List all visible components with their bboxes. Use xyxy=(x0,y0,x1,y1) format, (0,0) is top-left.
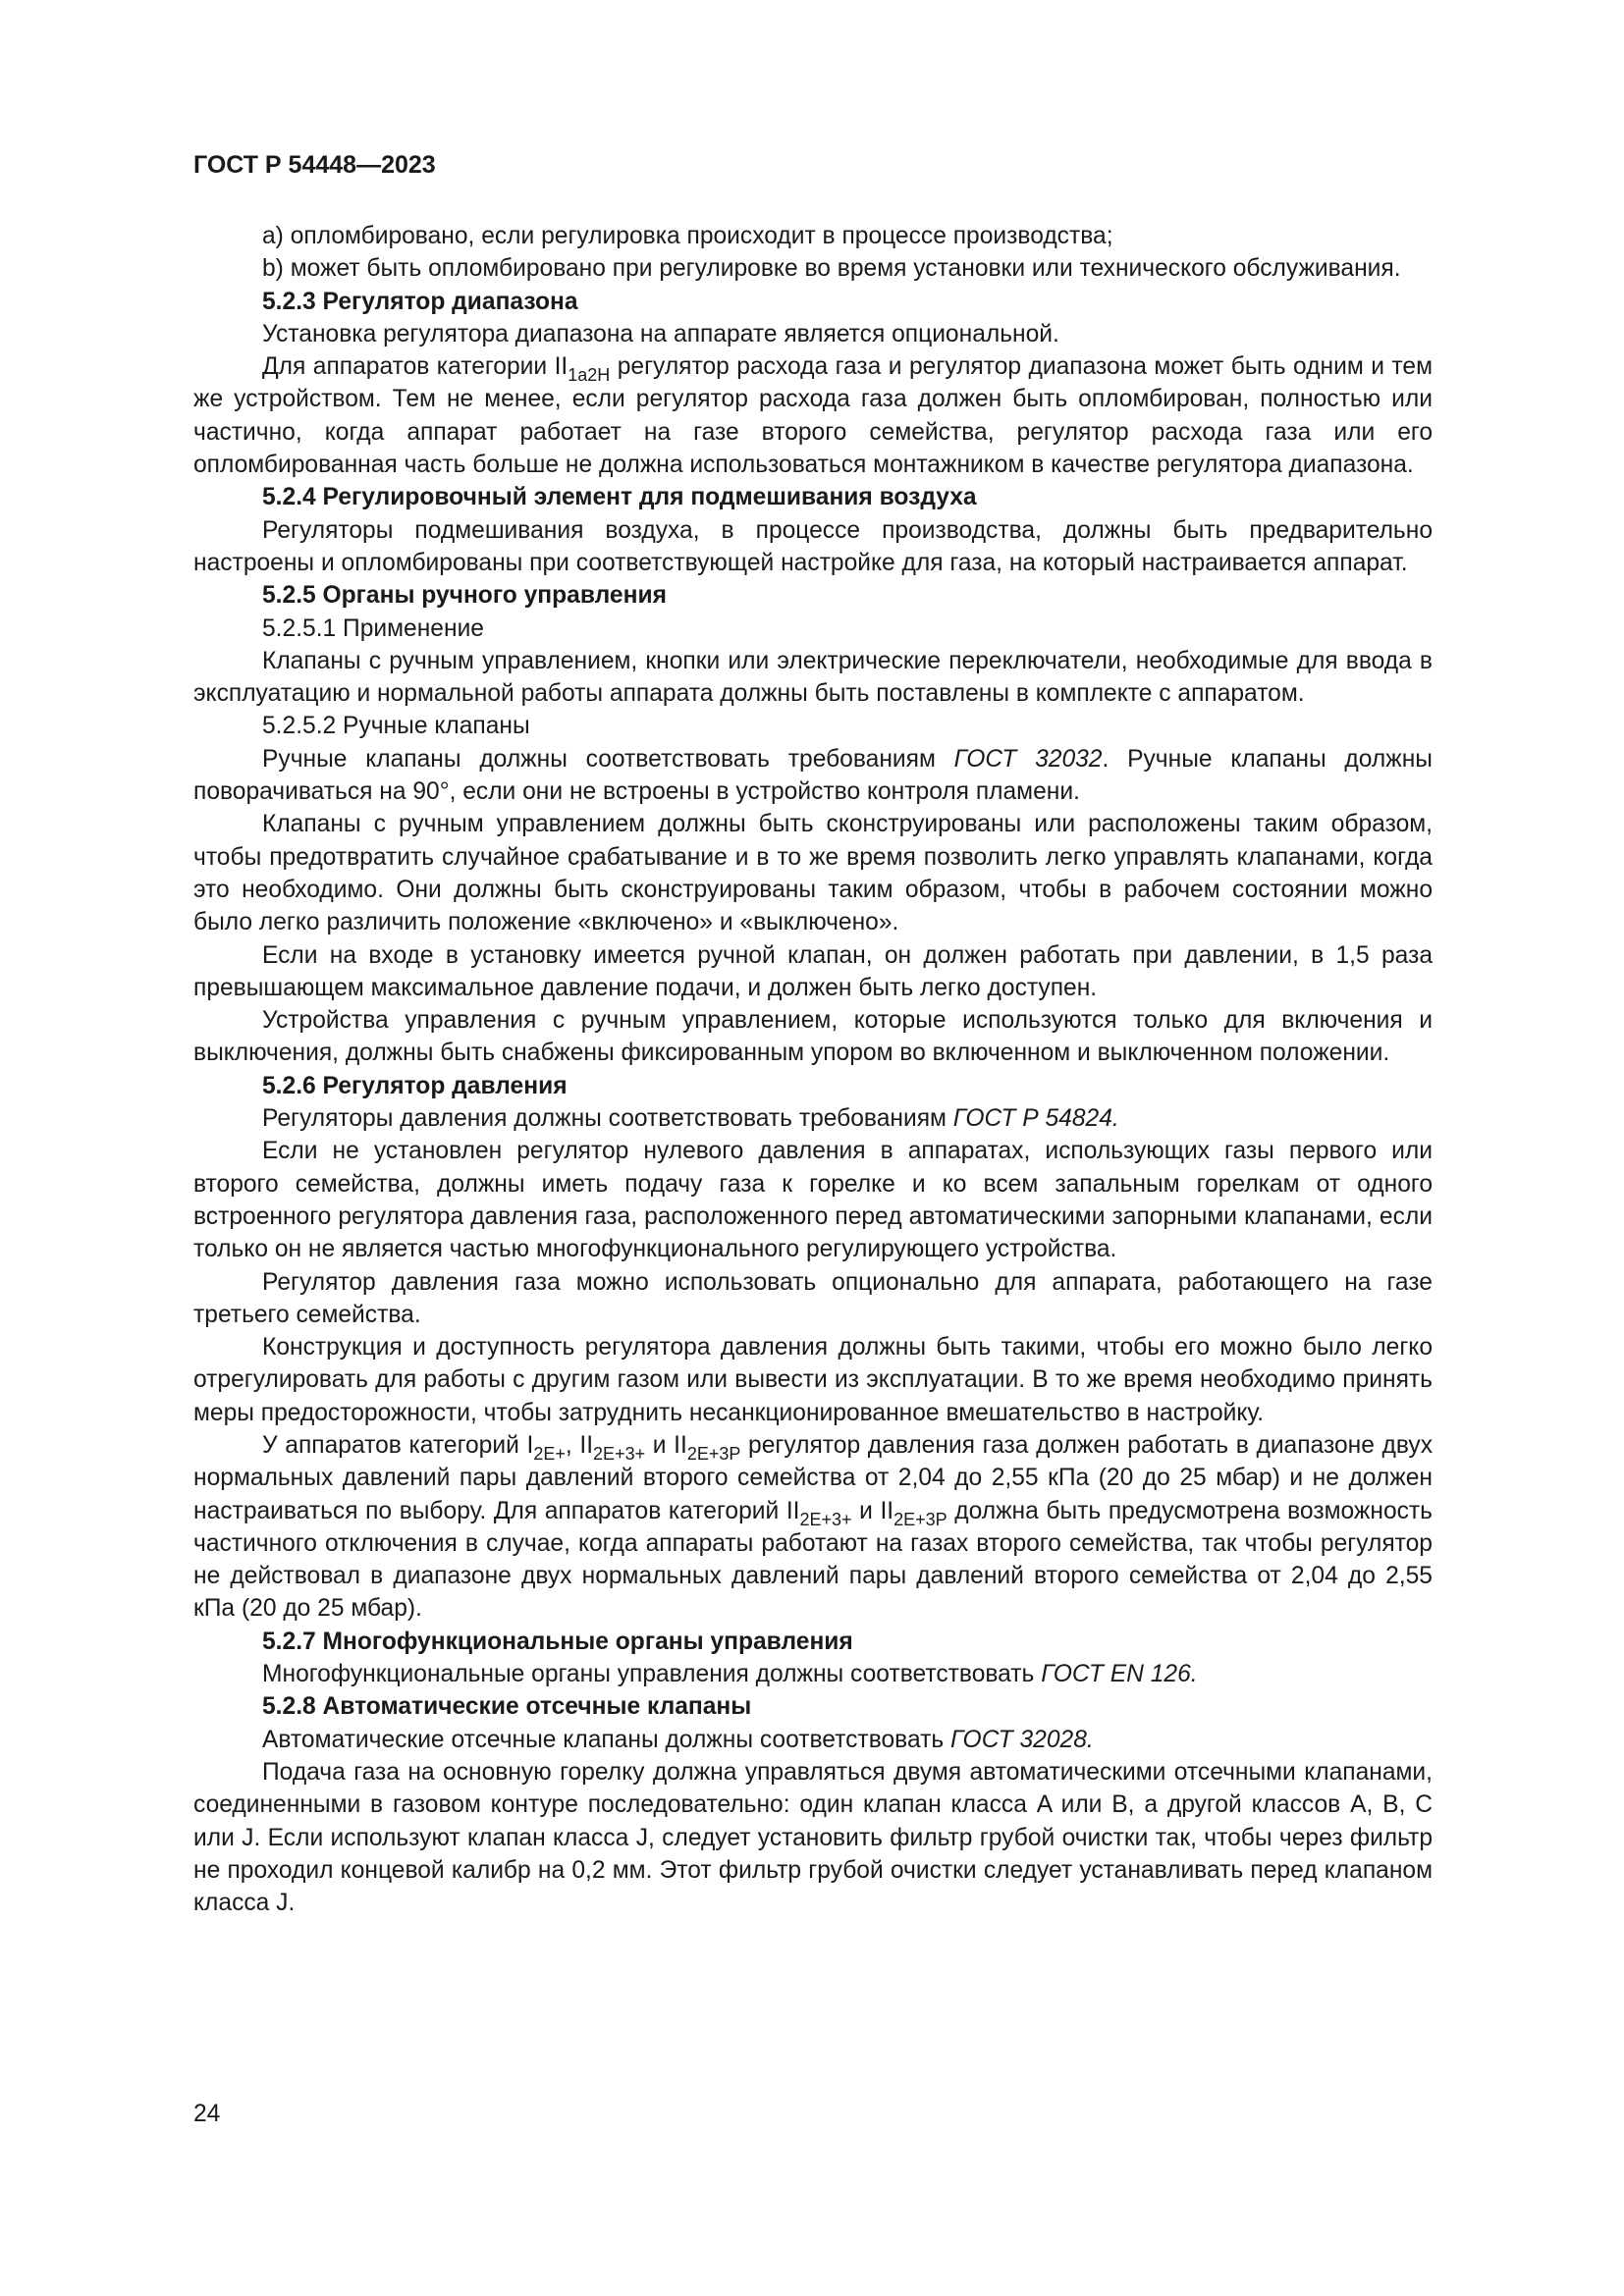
subscript: 2E+3P xyxy=(686,1443,741,1464)
paragraph: Многофункциональные органы управления должны соответствовать ГОСТ EN 126. xyxy=(262,1661,1198,1688)
page-number: 24 xyxy=(193,2101,221,2127)
paragraph: Для аппаратов категории $II_{1a2H}$ регулятор расхода газа и регулятор диапазона может быть одним и тем же устройством. Тем не менее, если регулятор расхода газа должен быть опломбирован, полностью или частично, когда аппарат работает на газе второго семейства, регулятор расхода газа или его опломбированная часть больше не должна использоваться монтажником в качестве регулятора диапазона. xyxy=(193,353,1433,479)
subscript: 2E+3+ xyxy=(799,1509,852,1529)
section-5-2-8-heading: 5.2.8 Автоматические отсечные клапаны xyxy=(262,1693,752,1721)
subsection-5-2-5-2-heading: 5.2.5.2 Ручные клапаны xyxy=(262,713,530,740)
paragraph: Автоматические отсечные клапаны должны соответствовать ГОСТ 32028. xyxy=(262,1726,1094,1753)
standard-reference: ГОСТ 32028. xyxy=(950,1726,1094,1753)
page-content xyxy=(193,220,1433,1919)
section-5-2-4-heading: 5.2.4 Регулировочный элемент для подмешивания воздуха xyxy=(262,484,977,511)
paragraph: Ручные клапаны должны соответствовать требованиям ГОСТ 32032. Ручные клапаны должны поворачиваться на 90°, если они не встроены в устройство контроля пламени. xyxy=(193,745,1433,806)
paragraph: Подача газа на основную горелку должна управляться двумя автоматическими отсечными клапанами, соединенными в газовом контуре последовательно: один клапан класса A или B, а другой классов A, B, C или J. Если используют клапан класса J, следует установить фильтр грубой очистки так, чтобы через фильтр не проходил концевой калибр на 0,2 мм. Этот фильтр грубой очистки следует устанавливать перед клапаном класса J. xyxy=(193,1758,1433,1917)
paragraph: Регуляторы подмешивания воздуха, в процессе производства, должны быть предварительно настроены и опломбированы при соответствующей настройке для газа, на который настраивается аппарат. xyxy=(193,516,1433,576)
subscript: 2E+3P xyxy=(893,1509,947,1529)
paragraph: Устройства управления с ручным управлением, которые используются только для включения и выключения, должны быть снабжены фиксированным упором во включенном и выключенном положении. xyxy=(193,1007,1433,1067)
standard-reference: ГОСТ 32032 xyxy=(953,745,1103,773)
section-5-2-3-heading: 5.2.3 Регулятор диапазона xyxy=(262,288,578,315)
paragraph: Установка регулятора диапазона на аппарате является опциональной. xyxy=(262,320,1059,347)
standard-reference: ГОСТ Р 54824. xyxy=(952,1105,1119,1133)
list-item-b: b) может быть опломбировано при регулировке во время установки или технического обслуживания. xyxy=(262,255,1401,283)
paragraph: Регулятор давления газа можно использовать опционально для аппарата, работающего на газе третьего семейства. xyxy=(193,1268,1433,1328)
paragraph: Регуляторы давления должны соответствовать требованиям ГОСТ Р 54824. xyxy=(262,1105,1119,1133)
section-5-2-6-heading: 5.2.6 Регулятор давления xyxy=(262,1072,568,1099)
paragraph: Конструкция и доступность регулятора давления должны быть такими, чтобы его можно было легко отрегулировать для работы с другим газом или вывести из эксплуатации. В то же время необходимо принять меры предосторожности, чтобы затруднить несанкционированное вмешательство в настройку. xyxy=(193,1334,1433,1426)
standard-reference: ГОСТ EN 126. xyxy=(1041,1661,1198,1688)
list-item-a: a) опломбировано, если регулировка происходит в процессе производства; xyxy=(262,223,1113,249)
document-code: ГОСТ Р 54448—2023 xyxy=(193,151,436,179)
subscript: 1a2H xyxy=(568,365,611,386)
paragraph: Клапаны с ручным управлением, кнопки или электрические переключатели, необходимые для ввода в эксплуатацию и нормальной работы аппарата должны быть поставлены в комплекте с аппаратом. xyxy=(193,647,1433,708)
paragraph: Клапаны с ручным управлением должны быть сконструированы или расположены таким образом, чтобы предотвратить случайное срабатывание и в то же время позволить легко управлять клапанами, когда это необходимо. Они должны быть сконструированы таким образом, чтобы в рабочем состоянии можно было легко различить положение «включено» и «выключено». xyxy=(193,811,1433,936)
section-5-2-7-heading: 5.2.7 Многофункциональные органы управления xyxy=(262,1628,853,1655)
section-5-2-5-heading: 5.2.5 Органы ручного управления xyxy=(262,582,667,610)
paragraph: Если не установлен регулятор нулевого давления в аппаратах, использующих газы первого или второго семейства, должны иметь подачу газа к горелке и ко всем запальным горелкам от одного встроенного регулятора давления газа, расположенного перед автоматическими запорными клапанами, если только он не является частью многофункционального регулирующего устройства. xyxy=(193,1138,1433,1263)
paragraph: Если на входе в установку имеется ручной клапан, он должен работать при давлении, в 1,5 раза превышающем максимальное давление подачи, и должен быть легко доступен. xyxy=(193,941,1433,1001)
subscript: 2E+ xyxy=(533,1443,566,1464)
subscript: 2E+3+ xyxy=(593,1443,646,1464)
paragraph: У аппаратов категорий $I_{2E+}$, $II_{2E+3+}$ и $II_{2E+3P}$ регулятор давления газа должен работать в диапазоне двух нормальных давлений пары давлений второго семейства от 2,04 до 2,55 кПа (20 до 25 мбар) и не должен настраиваться по выбору. Для аппаратов категорий $II_{2E+3+}$ и $II_{2E+3P}$ должна быть предусмотрена возможность частичного отключения в случае, когда аппараты работают на газах второго семейства, так чтобы регулятор не действовал в диапазоне двух нормальных давлений пары давлений второго семейства от 2,04 до 2,55 кПа (20 до 25 мбар). xyxy=(193,1431,1434,1623)
subsection-5-2-5-1-heading: 5.2.5.1 Применение xyxy=(262,614,484,642)
